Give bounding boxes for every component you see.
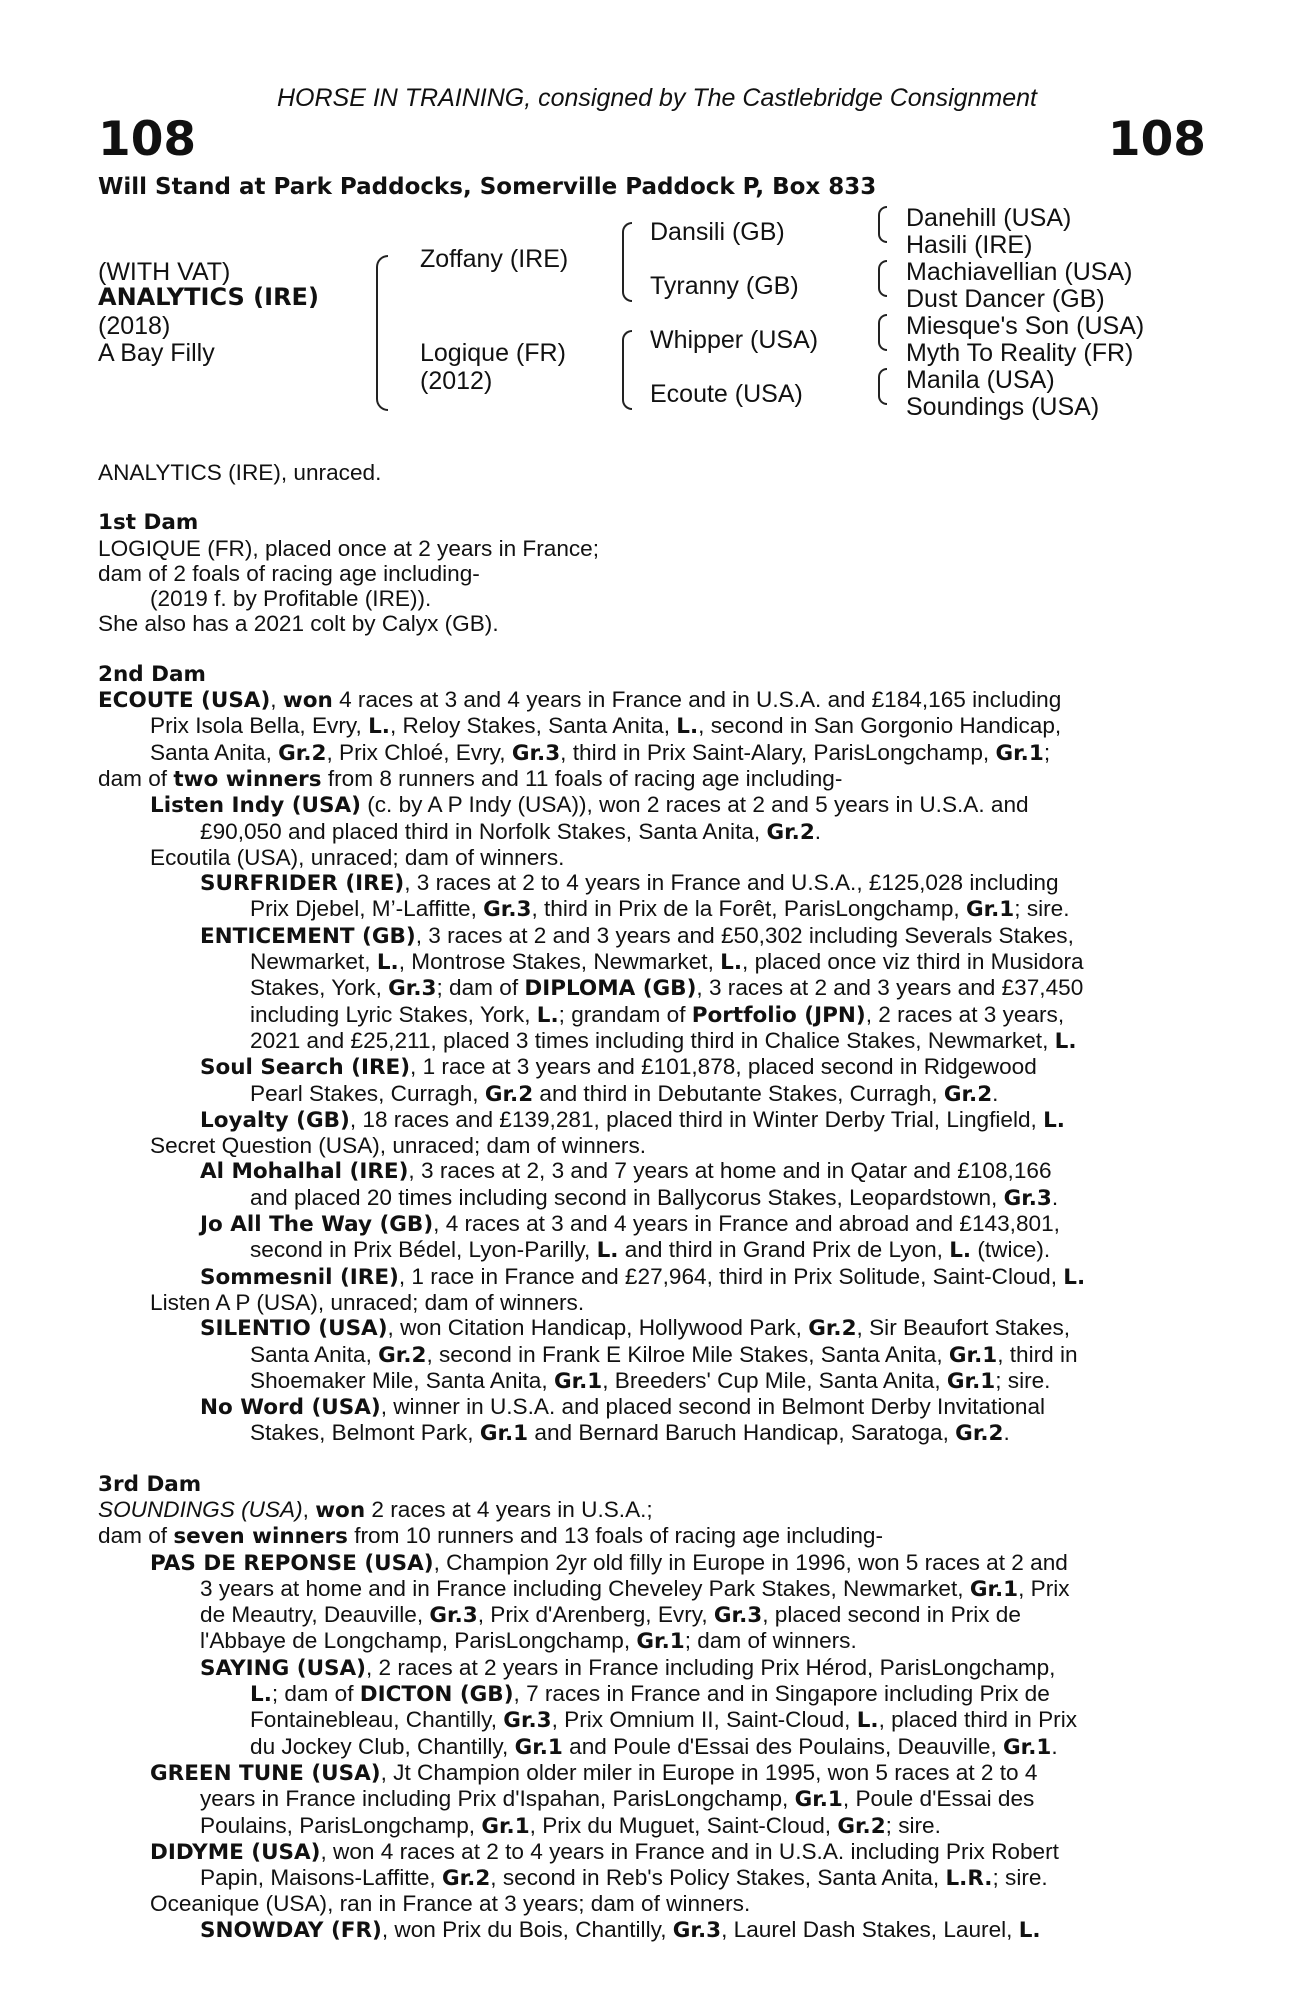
jo-all-the-way-entry [98, 1211, 1208, 1264]
enticement-entry [98, 923, 1208, 1054]
bold-text: Gr.3 [503, 1708, 552, 1734]
text-run: ; grandam of [558, 1001, 692, 1027]
horse-name: ECOUTE (USA) [98, 688, 271, 714]
bold-text: L. [1043, 1107, 1065, 1133]
bold-text: Gr.2 [484, 1081, 534, 1107]
lot-number-right: 108 [1107, 112, 1206, 167]
text-line [98, 949, 1208, 975]
text-run: , second in Frank E Kilroe Mile Stakes, Santa Anita, [426, 1341, 949, 1367]
bracket-1 [878, 206, 887, 243]
text-run: ; dam of winners. [684, 1628, 857, 1654]
bold-text: SAYING (USA) [200, 1655, 366, 1681]
text-line [98, 713, 1208, 739]
text-line [98, 1342, 1208, 1368]
bold-text: won [315, 1497, 366, 1523]
text-line [98, 1054, 1208, 1080]
bracket-2 [878, 260, 887, 297]
text-line [98, 1602, 1208, 1628]
bold-text: Gr.3 [713, 1603, 763, 1629]
listen-indy-entry [98, 792, 1208, 845]
text-line [98, 870, 1208, 896]
text-run: . [1051, 1733, 1058, 1759]
text-line [98, 740, 1208, 766]
bold-text: Gr.1 [1003, 1734, 1052, 1760]
first-dam-line: dam of 2 foals of racing age including- [98, 560, 480, 586]
text-run: 2 races at 4 years in U.S.A.; [365, 1496, 653, 1522]
dam: Logique (FR) [420, 339, 566, 367]
bold-text: Gr.1 [479, 1421, 529, 1447]
page-header: HORSE IN TRAINING, consigned by The Castlebridge Consignment [276, 84, 1038, 112]
text-run: 2021 and £25,211, placed 3 times including third in Chalice Stakes, Newmarket, [250, 1027, 1055, 1053]
text-run: , 1 race in France and £27,964, third in Prix Solitude, Saint-Cloud, [398, 1263, 1064, 1289]
text-line [98, 1315, 1208, 1341]
text-run: Fontainebleau, Chantilly, [250, 1707, 504, 1733]
text-run: , Reloy Stakes, Santa Anita, [389, 713, 677, 739]
bold-text: L. [368, 714, 390, 740]
text-line [98, 1211, 1208, 1237]
text-line [98, 1628, 1208, 1654]
saying-entry [98, 1655, 1208, 1760]
text-run: Newmarket, [250, 949, 377, 975]
bold-text: L. [856, 1708, 879, 1734]
text-run: , Prix [1018, 1575, 1070, 1601]
text-line [98, 1002, 1208, 1028]
text-line [98, 975, 1208, 1001]
bold-text: Gr.2 [955, 1421, 1004, 1447]
bold-text: L. [536, 1002, 559, 1028]
bold-text: L. [1063, 1264, 1086, 1290]
bold-text: SNOWDAY (FR) [200, 1917, 382, 1943]
sire-dam: Tyranny (GB) [650, 272, 799, 300]
text-run: du Jockey Club, Chantilly, [250, 1733, 515, 1759]
bold-text: Gr.1 [514, 1734, 563, 1760]
text-run: 3 years at home and in France including Cheveley Park Stakes, Newmarket, [200, 1575, 970, 1601]
oceanique-entry: Oceanique (USA), ran in France at 3 years; dam of winners. [150, 1891, 751, 1917]
catalogue-body [98, 460, 1208, 1943]
text-run: , Prix Chloé, Evry, [326, 739, 512, 765]
bold-text: SURFRIDER (IRE) [200, 871, 405, 897]
bracket-3 [878, 314, 887, 351]
text-run: 4 races at 3 and 4 years in France and in U.S.A. and £184,165 including [332, 687, 1062, 713]
second-dam-heading: 2nd Dam [98, 661, 206, 687]
text-run: , Jt Champion older miler in Europe in 1995, won 5 races at 2 to 4 [380, 1759, 1038, 1785]
soul-search-entry [98, 1054, 1208, 1107]
text-run: and third in Grand Prix de Lyon, [618, 1237, 950, 1263]
text-line [98, 1394, 1208, 1420]
text-run: and placed 20 times including second in Ballycorus Stakes, Leopardstown, [250, 1184, 1004, 1210]
text-line [98, 819, 1208, 845]
text-line [98, 923, 1208, 949]
text-line [98, 1655, 1208, 1681]
bold-text: Gr.3 [429, 1603, 478, 1629]
text-run: , winner in U.S.A. and placed second in Belmont Derby Invitational [380, 1394, 1046, 1420]
bold-text: Gr.1 [995, 740, 1044, 766]
text-run: , placed third in Prix [878, 1707, 1078, 1733]
bold-text: Gr.2 [278, 740, 327, 766]
sire: Zoffany (IRE) [420, 245, 569, 273]
bold-text: Gr.1 [965, 897, 1015, 923]
text-run: l'Abbaye de Longchamp, ParisLongchamp, [200, 1628, 637, 1654]
text-run: . [814, 818, 822, 844]
text-run: Prix Isola Bella, Evry, [150, 713, 369, 739]
text-run: Prix Djebel, M’-Laffitte, [250, 896, 484, 922]
text-run: , [270, 687, 283, 713]
text-run: , 1 race at 3 years and £101,878, placed second in Ridgewood [410, 1054, 1037, 1080]
ped-sds: Machiavellian (USA) [906, 258, 1133, 286]
text-line [98, 1786, 1208, 1812]
text-run: Pearl Stakes, Curragh, [250, 1080, 485, 1106]
text-run: including Lyric Stakes, York, [250, 1001, 537, 1027]
dam-dam: Ecoute (USA) [650, 380, 803, 408]
text-run: . [992, 1080, 999, 1106]
soundings-entry [98, 1497, 1208, 1550]
ped-sss: Danehill (USA) [906, 204, 1072, 232]
text-run: Santa Anita, [150, 739, 279, 765]
text-run: , 4 races at 3 and 4 years in France and abroad and £143,801, [433, 1211, 1060, 1237]
text-line [98, 1707, 1208, 1733]
text-run: (c. by A P Indy (USA)), won 2 races at 2 and 5 years in U.S.A. and [360, 792, 1029, 818]
ped-ddd: Soundings (USA) [906, 393, 1100, 421]
bold-text: L.R. [945, 1866, 993, 1892]
text-run: , won Citation Handicap, Hollywood Park, [387, 1315, 809, 1341]
text-run: , Prix du Muguet, Saint-Cloud, [529, 1812, 838, 1838]
text-line [98, 1917, 1208, 1943]
ecoutila-entry: Ecoutila (USA), unraced; dam of winners. [150, 844, 565, 870]
bold-text: GREEN TUNE (USA) [150, 1760, 381, 1786]
text-run: Stakes, Belmont Park, [250, 1420, 480, 1446]
text-line [98, 1865, 1208, 1891]
bracket-4 [878, 368, 887, 405]
sire-bracket [622, 222, 632, 302]
text-line [98, 1523, 1208, 1549]
bold-text: L. [376, 950, 399, 976]
text-run: de Meautry, Deauville, [200, 1602, 430, 1628]
text-run: , placed second in Prix de [762, 1602, 1021, 1628]
text-run: ; sire. [992, 1865, 1048, 1891]
dam-sire: Whipper (USA) [650, 326, 819, 354]
text-run: dam of [98, 1523, 174, 1549]
bold-text: DICTON (GB) [359, 1682, 514, 1708]
dam-bracket [622, 330, 632, 410]
bold-text: Gr.1 [553, 1368, 603, 1394]
pas-de-reponse-entry [98, 1550, 1208, 1655]
bold-text: Gr.3 [672, 1917, 722, 1943]
text-run: and third in Debutante Stakes, Curragh, [533, 1080, 944, 1106]
bold-text: Loyalty (GB) [200, 1107, 350, 1133]
text-run: , [302, 1496, 316, 1522]
bold-text: Gr.1 [946, 1368, 996, 1394]
text-run: , Sir Beaufort Stakes, [856, 1315, 1071, 1341]
text-line [98, 1813, 1208, 1839]
text-line [98, 1681, 1208, 1707]
text-run: ; sire. [885, 1812, 941, 1838]
text-run: Stakes, York, [250, 975, 389, 1001]
bold-text: L. [250, 1682, 272, 1708]
text-run: , 18 races and £139,281, placed third in Winter Derby Trial, Lingfield, [349, 1106, 1044, 1132]
text-run: , 3 races at 2, 3 and 7 years at home and in Qatar and £108,166 [408, 1158, 1052, 1184]
sommesnil-entry [98, 1264, 1208, 1290]
text-line [98, 1368, 1208, 1394]
ped-dds: Manila (USA) [906, 366, 1055, 394]
text-run: , third in Prix Saint-Alary, ParisLongchamp, [560, 739, 996, 765]
text-run: , 3 races at 2 and 3 years and £50,302 including Severals Stakes, [415, 922, 1074, 948]
ped-dsd: Myth To Reality (FR) [906, 339, 1134, 367]
text-line [98, 1185, 1208, 1211]
text-run: , Champion 2yr old filly in Europe in 1996, won 5 races at 2 and [433, 1549, 1068, 1575]
text-line [98, 1550, 1208, 1576]
text-run: ; sire. [1014, 896, 1070, 922]
bold-text: Gr.3 [1003, 1185, 1052, 1211]
text-run: ; dam of [271, 1681, 360, 1707]
bold-text: Gr.2 [943, 1081, 993, 1107]
bold-text: Gr.1 [481, 1813, 530, 1839]
silentio-entry [98, 1315, 1208, 1394]
text-run: ; sire. [995, 1367, 1051, 1393]
text-run: , second in San Gorgonio Handicap, [698, 713, 1062, 739]
horse-description: A Bay Filly [98, 339, 215, 367]
text-run: . [1051, 1184, 1059, 1210]
bold-text: ENTICEMENT (GB) [200, 923, 416, 949]
bold-text: seven winners [173, 1524, 348, 1550]
bold-text: Al Mohalhal (IRE) [200, 1159, 409, 1185]
didyme-entry [98, 1839, 1208, 1892]
text-run: Shoemaker Mile, Santa Anita, [250, 1367, 554, 1393]
text-run: , 3 races at 2 to 4 years in France and U.S.A., £125,028 including [404, 870, 1059, 896]
surfrider-entry [98, 870, 1208, 923]
bold-text: Gr.3 [388, 976, 437, 1002]
bold-text: L. [596, 1238, 619, 1264]
green-tune-entry [98, 1760, 1208, 1839]
first-dam-line: (2019 f. by Profitable (IRE)). [150, 586, 432, 612]
lot-number-left: 108 [98, 112, 197, 167]
bold-text: Portfolio (JPN) [691, 1002, 866, 1028]
bold-text: Gr.1 [794, 1787, 843, 1813]
text-run: . [1003, 1420, 1010, 1446]
text-line [98, 1497, 1208, 1523]
bold-text: Gr.3 [483, 897, 532, 923]
bold-text: Gr.1 [636, 1629, 685, 1655]
first-dam-line: She also has a 2021 colt by Calyx (GB). [98, 611, 499, 637]
text-run: Santa Anita, [250, 1341, 379, 1367]
ecoute-entry [98, 687, 1208, 792]
no-word-entry [98, 1394, 1208, 1447]
bold-text: two winners [173, 766, 322, 792]
bold-text: L. [949, 1238, 972, 1264]
text-run: , 2 races at 3 years, [865, 1001, 1065, 1027]
text-run: from 10 runners and 13 foals of racing age including- [347, 1523, 883, 1549]
text-run: , Prix Omnium II, Saint-Cloud, [551, 1707, 857, 1733]
text-line [98, 1264, 1208, 1290]
text-line [98, 1158, 1208, 1184]
bold-text: Jo All The Way (GB) [200, 1212, 434, 1238]
spacer [98, 1447, 1208, 1472]
text-line [98, 896, 1208, 922]
first-dam-heading: 1st Dam [98, 510, 199, 536]
text-run: , Breeders' Cup Mile, Santa Anita, [602, 1367, 947, 1393]
text-run: Papin, Maisons-Laffitte, [200, 1865, 442, 1891]
text-run: , Poule d'Essai des [842, 1786, 1035, 1812]
vat-note: (WITH VAT) [98, 258, 231, 286]
text-run: , 2 races at 2 years in France including Prix Hérod, ParisLongchamp, [366, 1654, 1056, 1680]
text-run: , Prix d'Arenberg, Evry, [477, 1602, 714, 1628]
bold-text: won [282, 688, 333, 714]
bold-text: SILENTIO (USA) [200, 1316, 388, 1342]
text-line [98, 1839, 1208, 1865]
text-run: , second in Reb's Policy Stakes, Santa Anita, [490, 1865, 946, 1891]
horse-name: ANALYTICS (IRE) [98, 283, 319, 311]
sire-dam-bracket [376, 255, 388, 411]
text-run: , third in [997, 1341, 1078, 1367]
bold-text: L. [1018, 1917, 1041, 1943]
loyalty-entry [98, 1107, 1208, 1133]
al-mohalhal-entry [98, 1158, 1208, 1211]
bold-text: Gr.2 [766, 819, 815, 845]
text-line [98, 1081, 1208, 1107]
text-run: dam of [98, 765, 174, 791]
secret-question-entry: Secret Question (USA), unraced; dam of winners. [150, 1133, 647, 1159]
text-run: , won 4 races at 2 to 4 years in France and in U.S.A. including Prix Robert [320, 1838, 1059, 1864]
ped-sdd: Dust Dancer (GB) [906, 285, 1105, 313]
bold-text: Soul Search (IRE) [200, 1055, 411, 1081]
dam-year: (2012) [420, 367, 493, 395]
listen-ap-entry: Listen A P (USA), unraced; dam of winners. [150, 1289, 585, 1315]
race-record: ANALYTICS (IRE), unraced. [98, 460, 382, 485]
bold-text: Gr.2 [837, 1813, 886, 1839]
text-run: , Montrose Stakes, Newmarket, [398, 949, 721, 975]
bold-text: Sommesnil (IRE) [200, 1264, 399, 1290]
text-line [98, 792, 1208, 818]
text-run: from 8 runners and 11 foals of racing age including- [321, 765, 843, 791]
bold-text: Gr.1 [948, 1342, 998, 1368]
third-dam-heading: 3rd Dam [98, 1471, 202, 1497]
text-run: years in France including Prix d'Ispahan, ParisLongchamp, [200, 1786, 795, 1812]
text-line [98, 1760, 1208, 1786]
text-run: Poulains, ParisLongchamp, [200, 1812, 482, 1838]
text-line [98, 1028, 1208, 1054]
text-run: second in Prix Bédel, Lyon-Parilly, [250, 1237, 597, 1263]
horse-year: (2018) [98, 312, 171, 340]
first-dam-line: LOGIQUE (FR), placed once at 2 years in France; [98, 535, 600, 561]
bold-text: Gr.2 [378, 1342, 427, 1368]
text-run: ; [1043, 739, 1051, 765]
text-line [98, 1576, 1208, 1602]
bold-text: L. [1054, 1028, 1077, 1054]
text-run: £90,050 and placed third in Norfolk Stakes, Santa Anita, [200, 818, 767, 844]
text-run: , placed once viz third in Musidora [742, 949, 1084, 975]
bold-text: Gr.2 [808, 1316, 857, 1342]
horse-name: Listen Indy (USA) [150, 793, 361, 819]
text-run: , Laurel Dash Stakes, Laurel, [721, 1916, 1019, 1942]
ped-dss: Miesque's Son (USA) [906, 312, 1145, 340]
text-line [98, 1420, 1208, 1446]
text-line [98, 1237, 1208, 1263]
venue-line: Will Stand at Park Paddocks, Somerville Paddock P, Box 833 [98, 174, 877, 200]
text-line [98, 1734, 1208, 1760]
bold-text: Gr.1 [969, 1576, 1019, 1602]
bold-text: Gr.3 [511, 740, 561, 766]
text-run: , third in Prix de la Forêt, ParisLongchamp, [531, 896, 966, 922]
text-run: (twice). [971, 1237, 1051, 1263]
bold-text: DIPLOMA (GB) [524, 976, 697, 1002]
spacer [98, 637, 1208, 662]
spacer [98, 485, 1208, 510]
text-run: ; dam of [436, 975, 525, 1001]
bold-text: DIDYME (USA) [150, 1839, 321, 1865]
bold-text: L. [676, 714, 699, 740]
bold-text: Gr.2 [441, 1866, 491, 1892]
text-run: , 7 races in France and in Singapore including Prix de [513, 1681, 1050, 1707]
snowday-entry [98, 1917, 1208, 1943]
text-run: and Bernard Baruch Handicap, Saratoga, [528, 1420, 956, 1446]
text-run: , won Prix du Bois, Chantilly, [381, 1916, 673, 1942]
text-line [98, 766, 1208, 792]
text-line [98, 687, 1208, 713]
text-run: SOUNDINGS (USA) [98, 1496, 303, 1522]
bold-text: PAS DE REPONSE (USA) [150, 1550, 434, 1576]
bold-text: L. [720, 950, 743, 976]
text-run: and Poule d'Essai des Poulains, Deauville, [562, 1733, 1004, 1759]
ped-ssd: Hasili (IRE) [906, 231, 1033, 259]
text-line [98, 1107, 1208, 1133]
bold-text: No Word (USA) [200, 1395, 381, 1421]
sire-sire: Dansili (GB) [650, 218, 785, 246]
text-run: , 3 races at 2 and 3 years and £37,450 [696, 975, 1084, 1001]
